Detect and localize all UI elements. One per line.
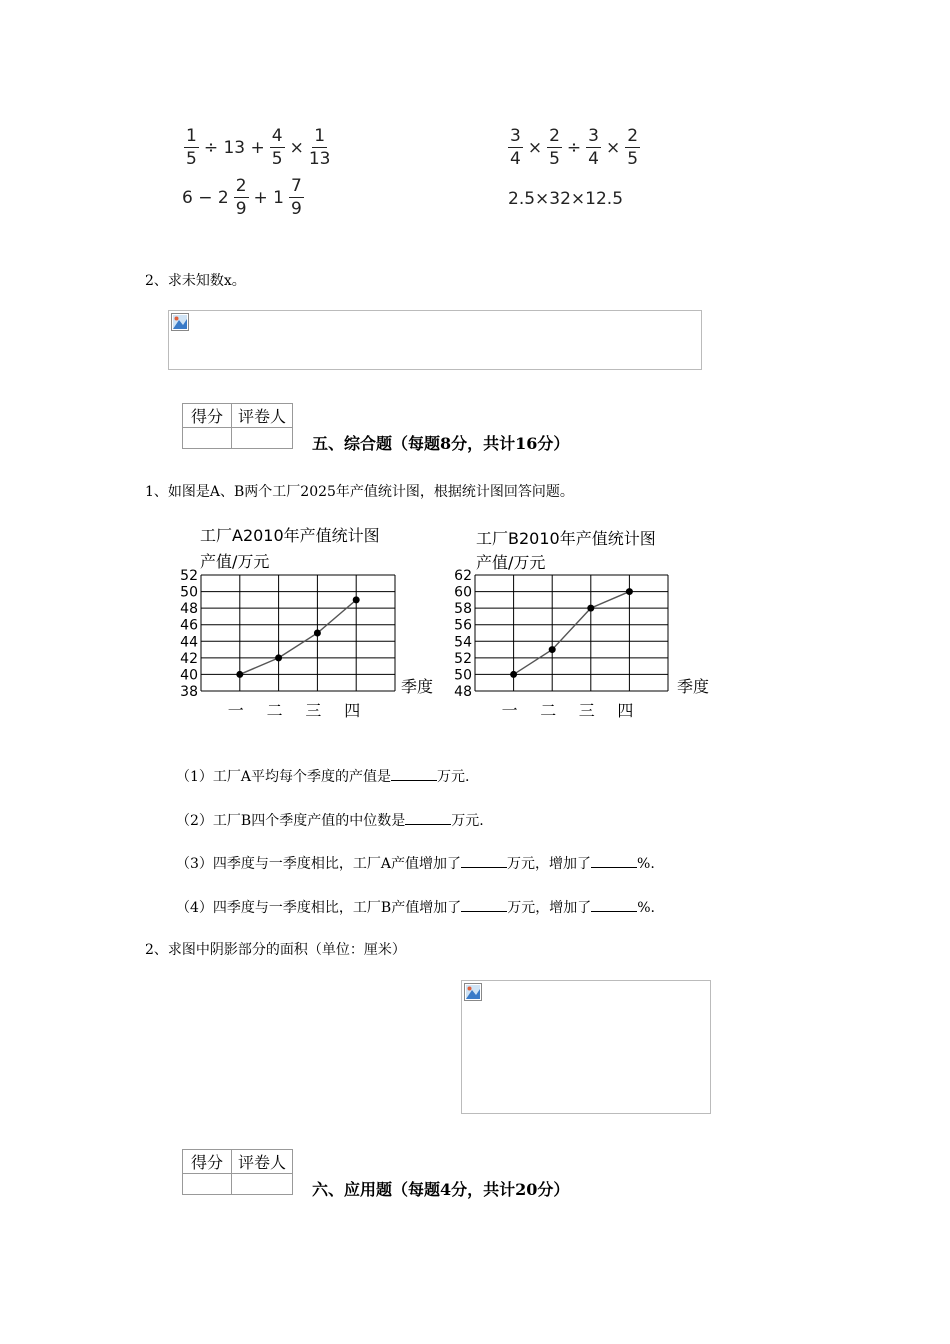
y-axis-label: 产值/万元 [476,553,546,572]
x-tick-label: 四 [344,701,361,720]
operator: × [527,138,543,158]
answer-blank[interactable] [591,899,637,912]
series-line [514,592,630,675]
fraction: $\frac{2}{5}$ [627,126,639,169]
fraction: $\frac{2}{9}$ [235,176,247,219]
y-tick-label: 48 [180,601,198,618]
fraction: $\frac{3}{4}$ [510,126,521,169]
data-point [549,646,556,653]
grader-label: 评卷人 [232,404,293,428]
image-placeholder-shaded-figure [461,980,711,1114]
answer-blank[interactable] [391,768,437,781]
y-tick-label: 60 [454,584,472,601]
expression-3 [182,178,306,218]
x-tick-label: 三 [305,701,322,720]
answer-blank[interactable] [405,812,451,825]
factory-b-chart [446,520,726,725]
sub-question-1: （1）工厂A平均每个季度的产值是 万元. [176,769,470,785]
image-placeholder-equations [168,310,702,370]
fraction: $\frac{1}{13}$ [308,126,331,169]
x-tick-label: 四 [617,701,634,720]
y-tick-label: 54 [454,634,472,651]
data-point [275,654,282,661]
fraction: $\frac{1}{5}$ [186,126,197,169]
broken-image-icon [171,313,189,331]
score-label: 得分 [183,404,232,428]
x-tick-label: 三 [578,701,595,720]
x-axis-label: 季度 [401,677,434,696]
section-6-title: 六、应用题（每题4分，共计20分） [312,1180,570,1199]
operator: × [289,138,304,158]
grader-label: 评卷人 [232,1150,293,1174]
x-axis-label: 季度 [677,677,710,696]
y-tick-label: 62 [454,568,472,584]
y-tick-label: 48 [454,684,472,700]
chart-title: 工厂B2010年产值统计图 [476,529,656,548]
y-tick-label: 46 [180,617,198,634]
answer-blank[interactable] [591,855,637,868]
y-tick-label: 38 [180,684,198,700]
x-tick-label: 二 [266,701,283,720]
grader-cell[interactable] [232,428,293,449]
sub-question-4: （4）四季度与一季度相比，工厂B产值增加了 万元，增加了 %. [176,900,655,916]
score-box [182,1149,293,1195]
grader-cell[interactable] [232,1174,293,1195]
y-tick-label: 50 [454,667,472,684]
fraction: $\frac{3}{4}$ [588,126,599,169]
x-tick-label: 一 [227,701,244,720]
y-tick-label: 40 [180,667,198,684]
y-axis-label: 产值/万元 [200,552,270,571]
data-point [587,605,594,612]
chart-title: 工厂A2010年产值统计图 [200,526,380,545]
fraction: $\frac{7}{9}$ [290,176,302,219]
answer-blank[interactable] [461,855,507,868]
question-solve-x: 2、求未知数x。 [145,273,246,289]
expression-4: 2.5×32×12.5 [508,189,624,209]
y-tick-label: 58 [454,601,472,618]
fraction: $\frac{4}{5}$ [271,126,283,169]
y-tick-label: 52 [454,650,472,667]
data-point [510,671,517,678]
sub-question-3: （3）四季度与一季度相比，工厂A产值增加了 万元，增加了 %. [176,856,655,872]
y-tick-label: 42 [180,650,198,667]
section-5-title: 五、综合题（每题8分，共计16分） [312,434,570,453]
question-factory-charts: 1、如图是A、B两个工厂2025年产值统计图，根据统计图回答问题。 [145,484,574,500]
operator: ÷ 13 + [203,138,265,158]
operator: × [605,138,621,158]
x-tick-label: 一 [501,701,518,720]
y-tick-label: 44 [180,634,198,651]
y-tick-label: 56 [454,617,472,634]
score-cell[interactable] [183,1174,232,1195]
broken-image-icon [464,983,482,1001]
score-label: 得分 [183,1150,232,1174]
series-line [240,600,356,675]
score-box [182,403,293,449]
score-cell[interactable] [183,428,232,449]
expression-1 [182,128,332,168]
sub-question-2: （2）工厂B四个季度产值的中位数是 万元. [176,813,484,829]
data-point [353,596,360,603]
operator: ÷ [566,138,582,158]
y-tick-label: 50 [180,584,198,601]
operand: 6 − 2 [182,188,229,208]
answer-blank[interactable] [461,899,507,912]
data-point [236,671,243,678]
operand: + 1 [253,188,284,208]
data-point [314,630,321,637]
expression-2 [506,128,642,168]
fraction: $\frac{2}{5}$ [549,126,560,169]
question-shaded-area: 2、求图中阴影部分的面积（单位：厘米） [145,942,406,958]
y-tick-label: 52 [180,568,198,584]
x-tick-label: 二 [540,701,557,720]
data-point [626,588,633,595]
factory-a-chart [172,520,442,725]
